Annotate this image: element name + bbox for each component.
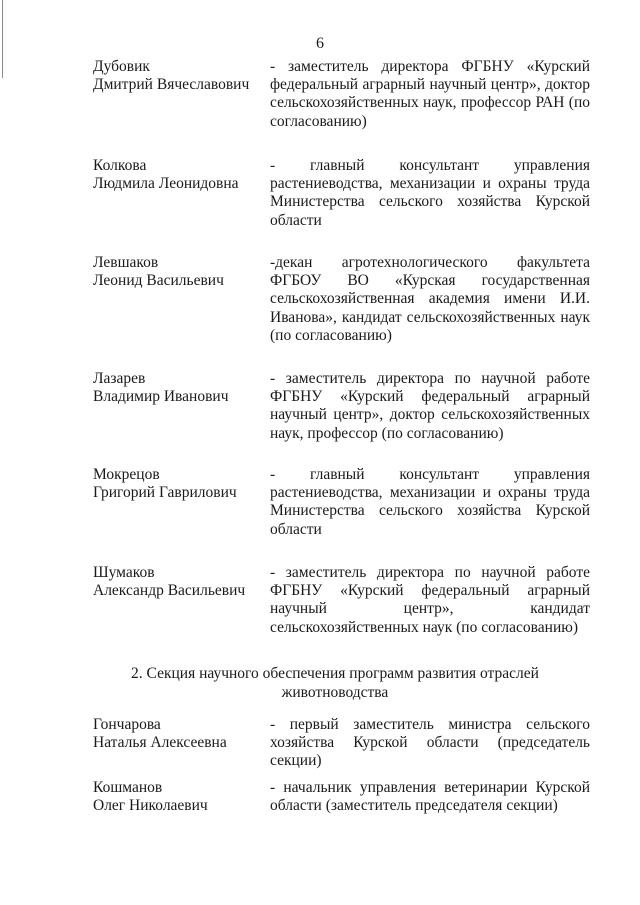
member-role: -декан агротехнологического факультета ФГБОУ ВО «Курская государственная сельскохозяйственная академия имени И.И. Иванова», кандидат сельскохозяйственных наук (по согласованию) <box>270 254 590 344</box>
member-given-names: Григорий Гаврилович <box>93 483 237 501</box>
member-given-names: Леонид Васильевич <box>93 271 224 289</box>
member-role: - заместитель директора по научной работе ФГБНУ «Курский федеральный аграрный научный центр», доктор сельскохозяйственных наук, профессор (по согласованию) <box>270 370 590 442</box>
member-surname: Лазарев <box>93 370 146 387</box>
member-role: - начальник управления ветеринарии Курской области (заместитель председателя секции) <box>270 779 590 815</box>
member-name <box>93 779 263 814</box>
member-surname: Мокрецов <box>93 466 160 483</box>
section-heading-line1: 2. Секция научного обеспечения программ развития отраслей <box>131 665 539 682</box>
member-surname: Дубовик <box>93 58 150 75</box>
section-heading-line2: животноводства <box>281 684 389 701</box>
member-name <box>93 716 263 751</box>
member-surname: Шумаков <box>93 564 155 581</box>
member-given-names: Владимир Иванович <box>93 387 229 405</box>
member-role: - главный консультант управления растениеводства, механизации и охраны труда Министерства сельского хозяйства Курской области <box>270 466 590 538</box>
page-number: 6 <box>316 35 324 52</box>
member-given-names: Александр Васильевич <box>93 581 246 599</box>
member-role: - первый заместитель министра сельского хозяйства Курской области (председатель секции) <box>270 716 590 770</box>
member-surname: Гончарова <box>93 716 161 733</box>
member-role: - заместитель директора ФГБНУ «Курский федеральный аграрный научный центр», доктор сельскохозяйственных наук, профессор РАН (по согласованию) <box>270 58 590 130</box>
member-name <box>93 564 263 599</box>
member-role: - главный консультант управления растениеводства, механизации и охраны труда Министерства сельского хозяйства Курской области <box>270 157 590 229</box>
member-name <box>93 370 263 405</box>
member-name <box>93 58 263 93</box>
member-name <box>93 157 263 192</box>
member-given-names: Дмитрий Вячеславович <box>93 75 250 93</box>
member-surname: Левшаков <box>93 254 159 271</box>
member-surname: Кошманов <box>93 779 163 796</box>
member-surname: Колкова <box>93 157 147 174</box>
member-given-names: Наталья Алексеевна <box>93 733 227 751</box>
section-heading <box>120 664 550 702</box>
member-given-names: Людмила Леонидовна <box>93 174 239 192</box>
member-name <box>93 254 263 289</box>
member-role: - заместитель директора по научной работе ФГБНУ «Курский федеральный аграрный научный центр», кандидат сельскохозяйственных наук (по согласованию) <box>270 564 590 636</box>
member-given-names: Олег Николаевич <box>93 796 208 814</box>
member-name <box>93 466 263 501</box>
